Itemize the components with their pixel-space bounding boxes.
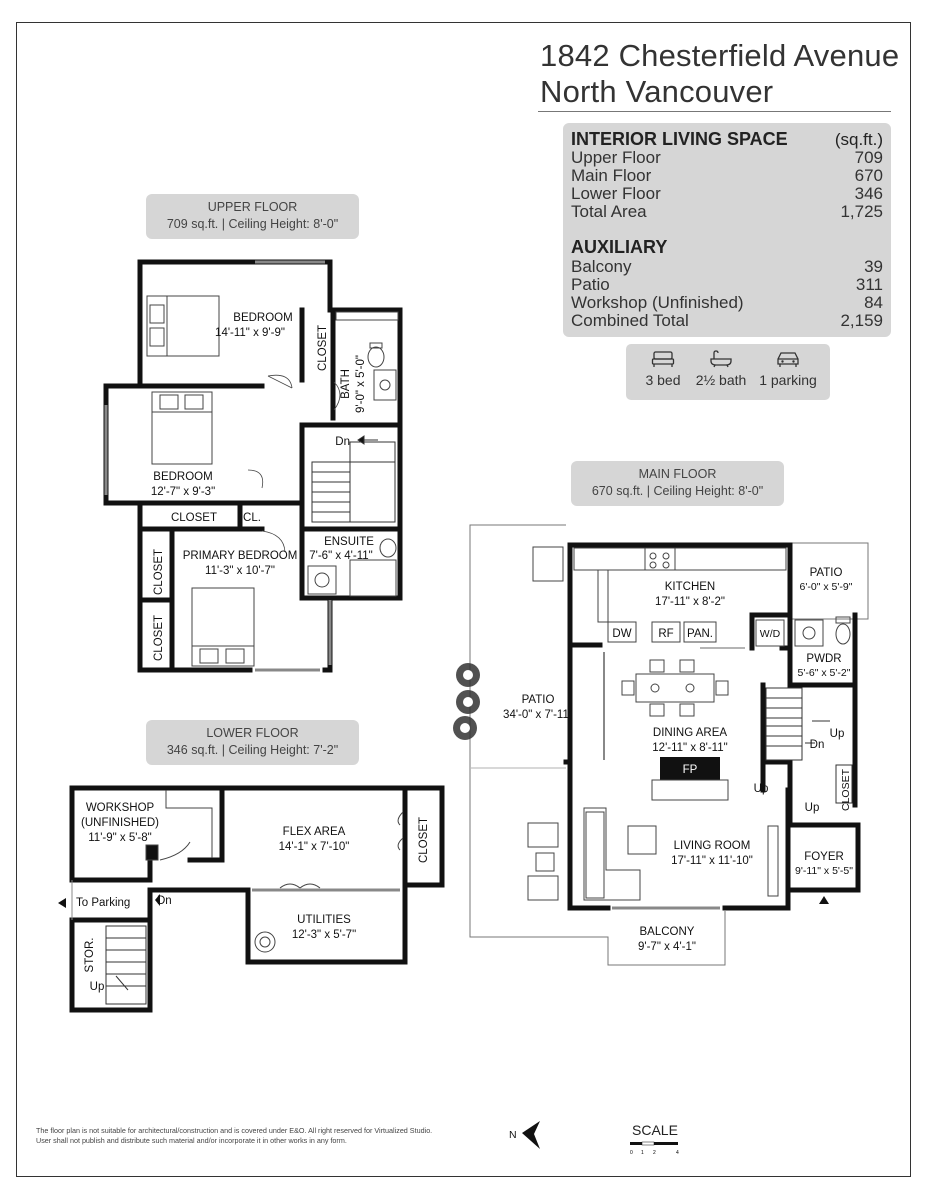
parking-arrow-icon <box>58 898 66 908</box>
closet-label: CLOSET <box>153 548 165 596</box>
interior-title: INTERIOR LIVING SPACE <box>571 129 788 149</box>
floor-info: 346 sq.ft. | Ceiling Height: 7'-2" <box>166 743 339 757</box>
room-size: 34'-0" x 7'-11" <box>503 709 573 721</box>
closet-label: CLOSET <box>153 614 165 662</box>
lower-floor-plan <box>58 788 442 1010</box>
room-size: 11'-9" x 5'-8" <box>88 832 152 844</box>
auxiliary-title: AUXILIARY <box>571 237 668 257</box>
scale-tick: 0 <box>630 1150 633 1156</box>
room-name: BATH <box>340 369 352 399</box>
room-name: (UNFINISHED) <box>81 817 159 829</box>
area-label: Balcony <box>571 257 632 276</box>
room-size: 7'-6" x 4'-11" <box>309 550 373 562</box>
room-name: FOYER <box>804 851 844 863</box>
room-name: UTILITIES <box>297 914 351 926</box>
floor-info: 709 sq.ft. | Ceiling Height: 8'-0" <box>166 217 339 231</box>
room-name: PATIO <box>809 567 843 579</box>
room-name: LIVING ROOM <box>673 840 751 852</box>
closet-label: CL. <box>243 512 261 524</box>
room-size: 12'-11" x 8'-11" <box>652 742 728 754</box>
main-floor-plan <box>453 525 868 965</box>
stairs-up-label: Up <box>804 802 820 814</box>
area-value: 346 <box>854 184 883 203</box>
area-label: Upper Floor <box>571 148 661 167</box>
area-label: Patio <box>571 275 610 294</box>
appliance-label: PAN. <box>687 628 713 640</box>
scale-bar <box>630 1142 679 1156</box>
room-name: DINING AREA <box>652 727 728 739</box>
upper-floor-plan <box>106 262 400 670</box>
room-size: 9'-0" x 5'-0" <box>355 355 367 413</box>
room-name: BEDROOM <box>233 312 293 324</box>
upper-stairs <box>312 436 395 522</box>
area-value: 39 <box>864 257 883 276</box>
room-size: 17'-11" x 11'-10" <box>671 855 753 867</box>
room-size: 12'-7" x 9'-3" <box>150 486 216 498</box>
area-value: 709 <box>854 148 883 167</box>
area-label: Total Area <box>571 202 647 221</box>
scale-tick: 1 <box>641 1150 644 1156</box>
stairs-up-label: Up <box>89 981 105 993</box>
room-size: 5'-6" x 5'-2" <box>797 667 851 679</box>
area-label: Lower Floor <box>571 184 661 203</box>
area-value: 670 <box>854 166 883 185</box>
unit-label: (sq.ft.) <box>834 130 883 149</box>
stairs-down-label: Dn <box>157 895 172 907</box>
baths-text: 2½ bath <box>695 372 747 388</box>
room-size: 11'-3" x 10'-7" <box>205 565 275 577</box>
room-name: KITCHEN <box>664 581 716 593</box>
fireplace-label: FP <box>682 764 698 776</box>
lower-stairs <box>106 926 146 1004</box>
room-size: 9'-11" x 5'-5" <box>795 865 853 877</box>
stairs-down-label: Dn <box>809 739 825 751</box>
parking-text: 1 parking <box>759 372 817 388</box>
floor-title: LOWER FLOOR <box>206 726 299 740</box>
address-line-1: 1842 Chesterfield Avenue <box>540 38 900 73</box>
area-value: 84 <box>864 293 883 312</box>
area-value: 2,159 <box>840 311 883 330</box>
room-size: 14'-11" x 9'-9" <box>215 327 285 339</box>
area-label: Combined Total <box>571 311 689 330</box>
area-label: Workshop (Unfinished) <box>571 293 744 312</box>
beds-text: 3 bed <box>645 372 681 388</box>
floor-info: 670 sq.ft. | Ceiling Height: 8'-0" <box>591 484 764 498</box>
area-value: 311 <box>855 275 883 294</box>
entry-arrow-icon <box>819 896 829 904</box>
stairs-down-label: Dn <box>335 436 350 448</box>
scale-tick: 2 <box>653 1150 656 1156</box>
room-size: 6'-0" x 5'-9" <box>799 581 853 593</box>
stairs-up-label: Up <box>753 783 769 795</box>
floor-title: MAIN FLOOR <box>638 467 717 481</box>
appliance-label: W/D <box>759 628 781 640</box>
north-label: N <box>509 1129 517 1141</box>
north-arrow-icon <box>522 1121 540 1149</box>
room-size: 9'-7" x 4'-1" <box>638 941 696 953</box>
floor-title: UPPER FLOOR <box>207 200 298 214</box>
room-size: 17'-11" x 8'-2" <box>655 596 725 608</box>
closet-label: CLOSET <box>170 512 218 524</box>
room-size: 12'-3" x 5'-7" <box>291 929 357 941</box>
storage-label: STOR. <box>84 937 96 973</box>
stairs-up-label: Up <box>829 728 845 740</box>
area-value: 1,725 <box>840 202 883 221</box>
address-line-2: North Vancouver <box>540 74 774 109</box>
dining-table <box>622 660 728 716</box>
living-furniture <box>528 808 778 900</box>
scale-title: SCALE <box>632 1122 678 1138</box>
room-name: PATIO <box>521 694 555 706</box>
room-name: BEDROOM <box>153 471 213 483</box>
room-name: PWDR <box>806 653 842 665</box>
to-parking-label: To Parking <box>76 897 131 909</box>
closet-label: CLOSET <box>317 324 329 372</box>
appliance-label: DW <box>612 628 632 640</box>
appliance-label: RF <box>658 628 674 640</box>
closet-label: CLOSET <box>840 768 852 812</box>
room-name: WORKSHOP <box>85 802 155 814</box>
room-size: 14'-1" x 7'-10" <box>278 841 350 853</box>
room-name: PRIMARY BEDROOM <box>182 550 298 562</box>
room-name: ENSUITE <box>324 536 374 548</box>
room-name: BALCONY <box>639 926 695 938</box>
closet-label: CLOSET <box>418 816 430 864</box>
compass <box>509 1121 540 1149</box>
disclaimer: The floor plan is not suitable for architectural/construction and is covered under E&O. All right reserved for Virtualized Studio. User shall not publish and distribute such material and/or incorporate it in other works in any form. <box>36 1126 433 1145</box>
area-label: Main Floor <box>571 166 652 185</box>
scale-tick: 4 <box>676 1150 679 1156</box>
plants <box>453 663 480 740</box>
room-name: FLEX AREA <box>282 826 346 838</box>
